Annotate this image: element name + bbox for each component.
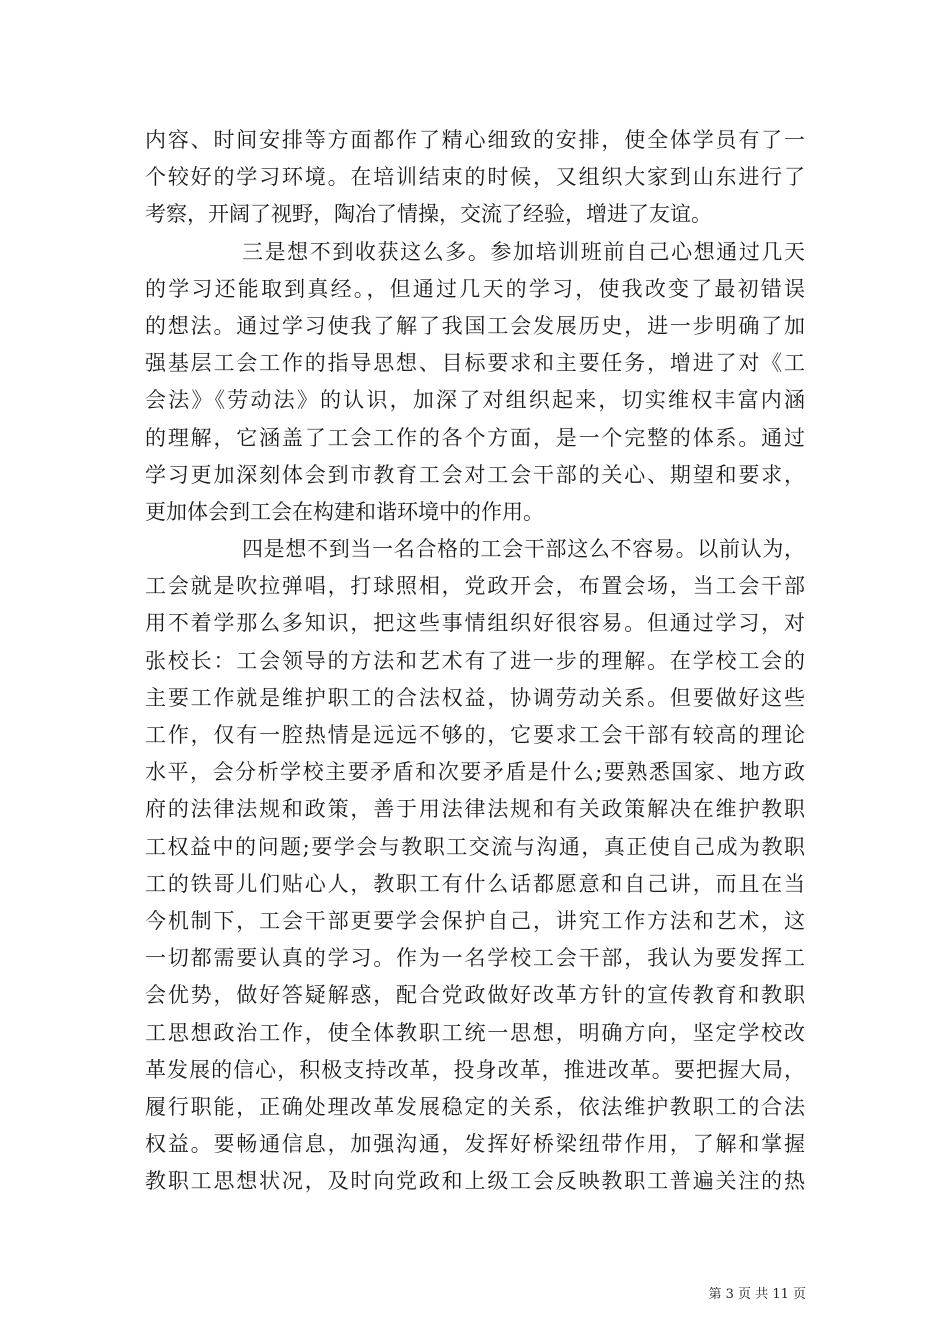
text-line: 的学习还能取到真经。，但通过几天的学习，使我改变了最初错误 [145,276,805,301]
body-text [145,122,805,1200]
text-line: 用不着学那么多知识，把这些事情组织好很容易。但通过学习，对 [145,611,805,636]
text-line: 工思想政治工作，使全体教职工统一思想，明确方向，坚定学校改 [145,1020,805,1045]
text-line: 三是想不到收获这么多。参加培训班前自己心想通过几天 [242,239,805,264]
text-line: 更加体会到工会在构建和谐环境中的作用。 [145,499,544,524]
text-line: 今机制下，工会干部更要学会保护自己，讲究工作方法和艺术，这 [145,908,805,933]
text-line: 水平，会分析学校主要矛盾和次要矛盾是什么;要熟悉国家、地方政 [145,760,805,785]
text-line: 教职工思想状况，及时向党政和上级工会反映教职工普遍关注的热 [145,1169,805,1194]
text-line: 工作，仅有一腔热情是远远不够的，它要求工会干部有较高的理论 [145,723,805,747]
text-line: 主要工作就是维护职工的合法权益，协调劳动关系。但要做好这些 [145,685,805,710]
text-line: 张校长：工会领导的方法和艺术有了进一步的理解。在学校工会的 [145,648,805,673]
text-line: 个较好的学习环境。在培训结束的时候，又组织大家到山东进行了 [145,165,805,190]
text-line: 工权益中的问题;要学会与教职工交流与沟通，真正使自己成为教职 [145,834,805,859]
text-line: 考察，开阔了视野，陶冶了情操，交流了经验，增进了友谊。 [145,202,712,227]
text-line: 会优势，做好答疑解惑，配合党政做好改革方针的宣传教育和教职 [145,983,805,1008]
text-line: 工的铁哥儿们贴心人，教职工有什么话都愿意和自己讲，而且在当 [145,871,805,896]
text-line: 学习更加深刻体会到市教育工会对工会干部的关心、期望和要求， [145,462,805,487]
text-line: 的想法。通过学习使我了解了我国工会发展历史，进一步明确了加 [145,313,805,338]
text-line: 四是想不到当一名合格的工会干部这么不容易。以前认为， [242,537,805,562]
page-number: 第 3 页 共 11 页 [708,1287,806,1302]
text-line: 权益。要畅通信息，加强沟通，发挥好桥梁纽带作用，了解和掌握 [145,1132,805,1157]
paragraph-3 [145,531,805,1200]
text-line: 工会就是吹拉弹唱，打球照相，党政开会，布置会场，当工会干部 [145,574,805,599]
text-line: 内容、时间安排等方面都作了精心细致的安排，使全体学员有了一 [145,128,805,152]
text-line: 的理解，它涵盖了工会工作的各个方面，是一个完整的体系。通过 [145,425,805,450]
text-line: 府的法律法规和政策，善于用法律法规和有关政策解决在维护教职 [145,797,805,822]
text-line: 一切都需要认真的学习。作为一名学校工会干部，我认为要发挥工 [145,946,805,971]
text-line: 履行职能，正确处理改革发展稳定的关系，依法维护教职工的合法 [145,1094,805,1119]
text-line: 强基层工会工作的指导思想、目标要求和主要任务，增进了对《工 [145,351,805,376]
paragraph-2 [145,234,805,532]
text-line: 革发展的信心，积极支持改革，投身改革，推进改革。要把握大局， [145,1057,805,1082]
text-line: 会法》《劳动法》的认识，加深了对组织起来，切实维权丰富内涵 [145,388,805,413]
paragraph-1 [145,122,805,234]
